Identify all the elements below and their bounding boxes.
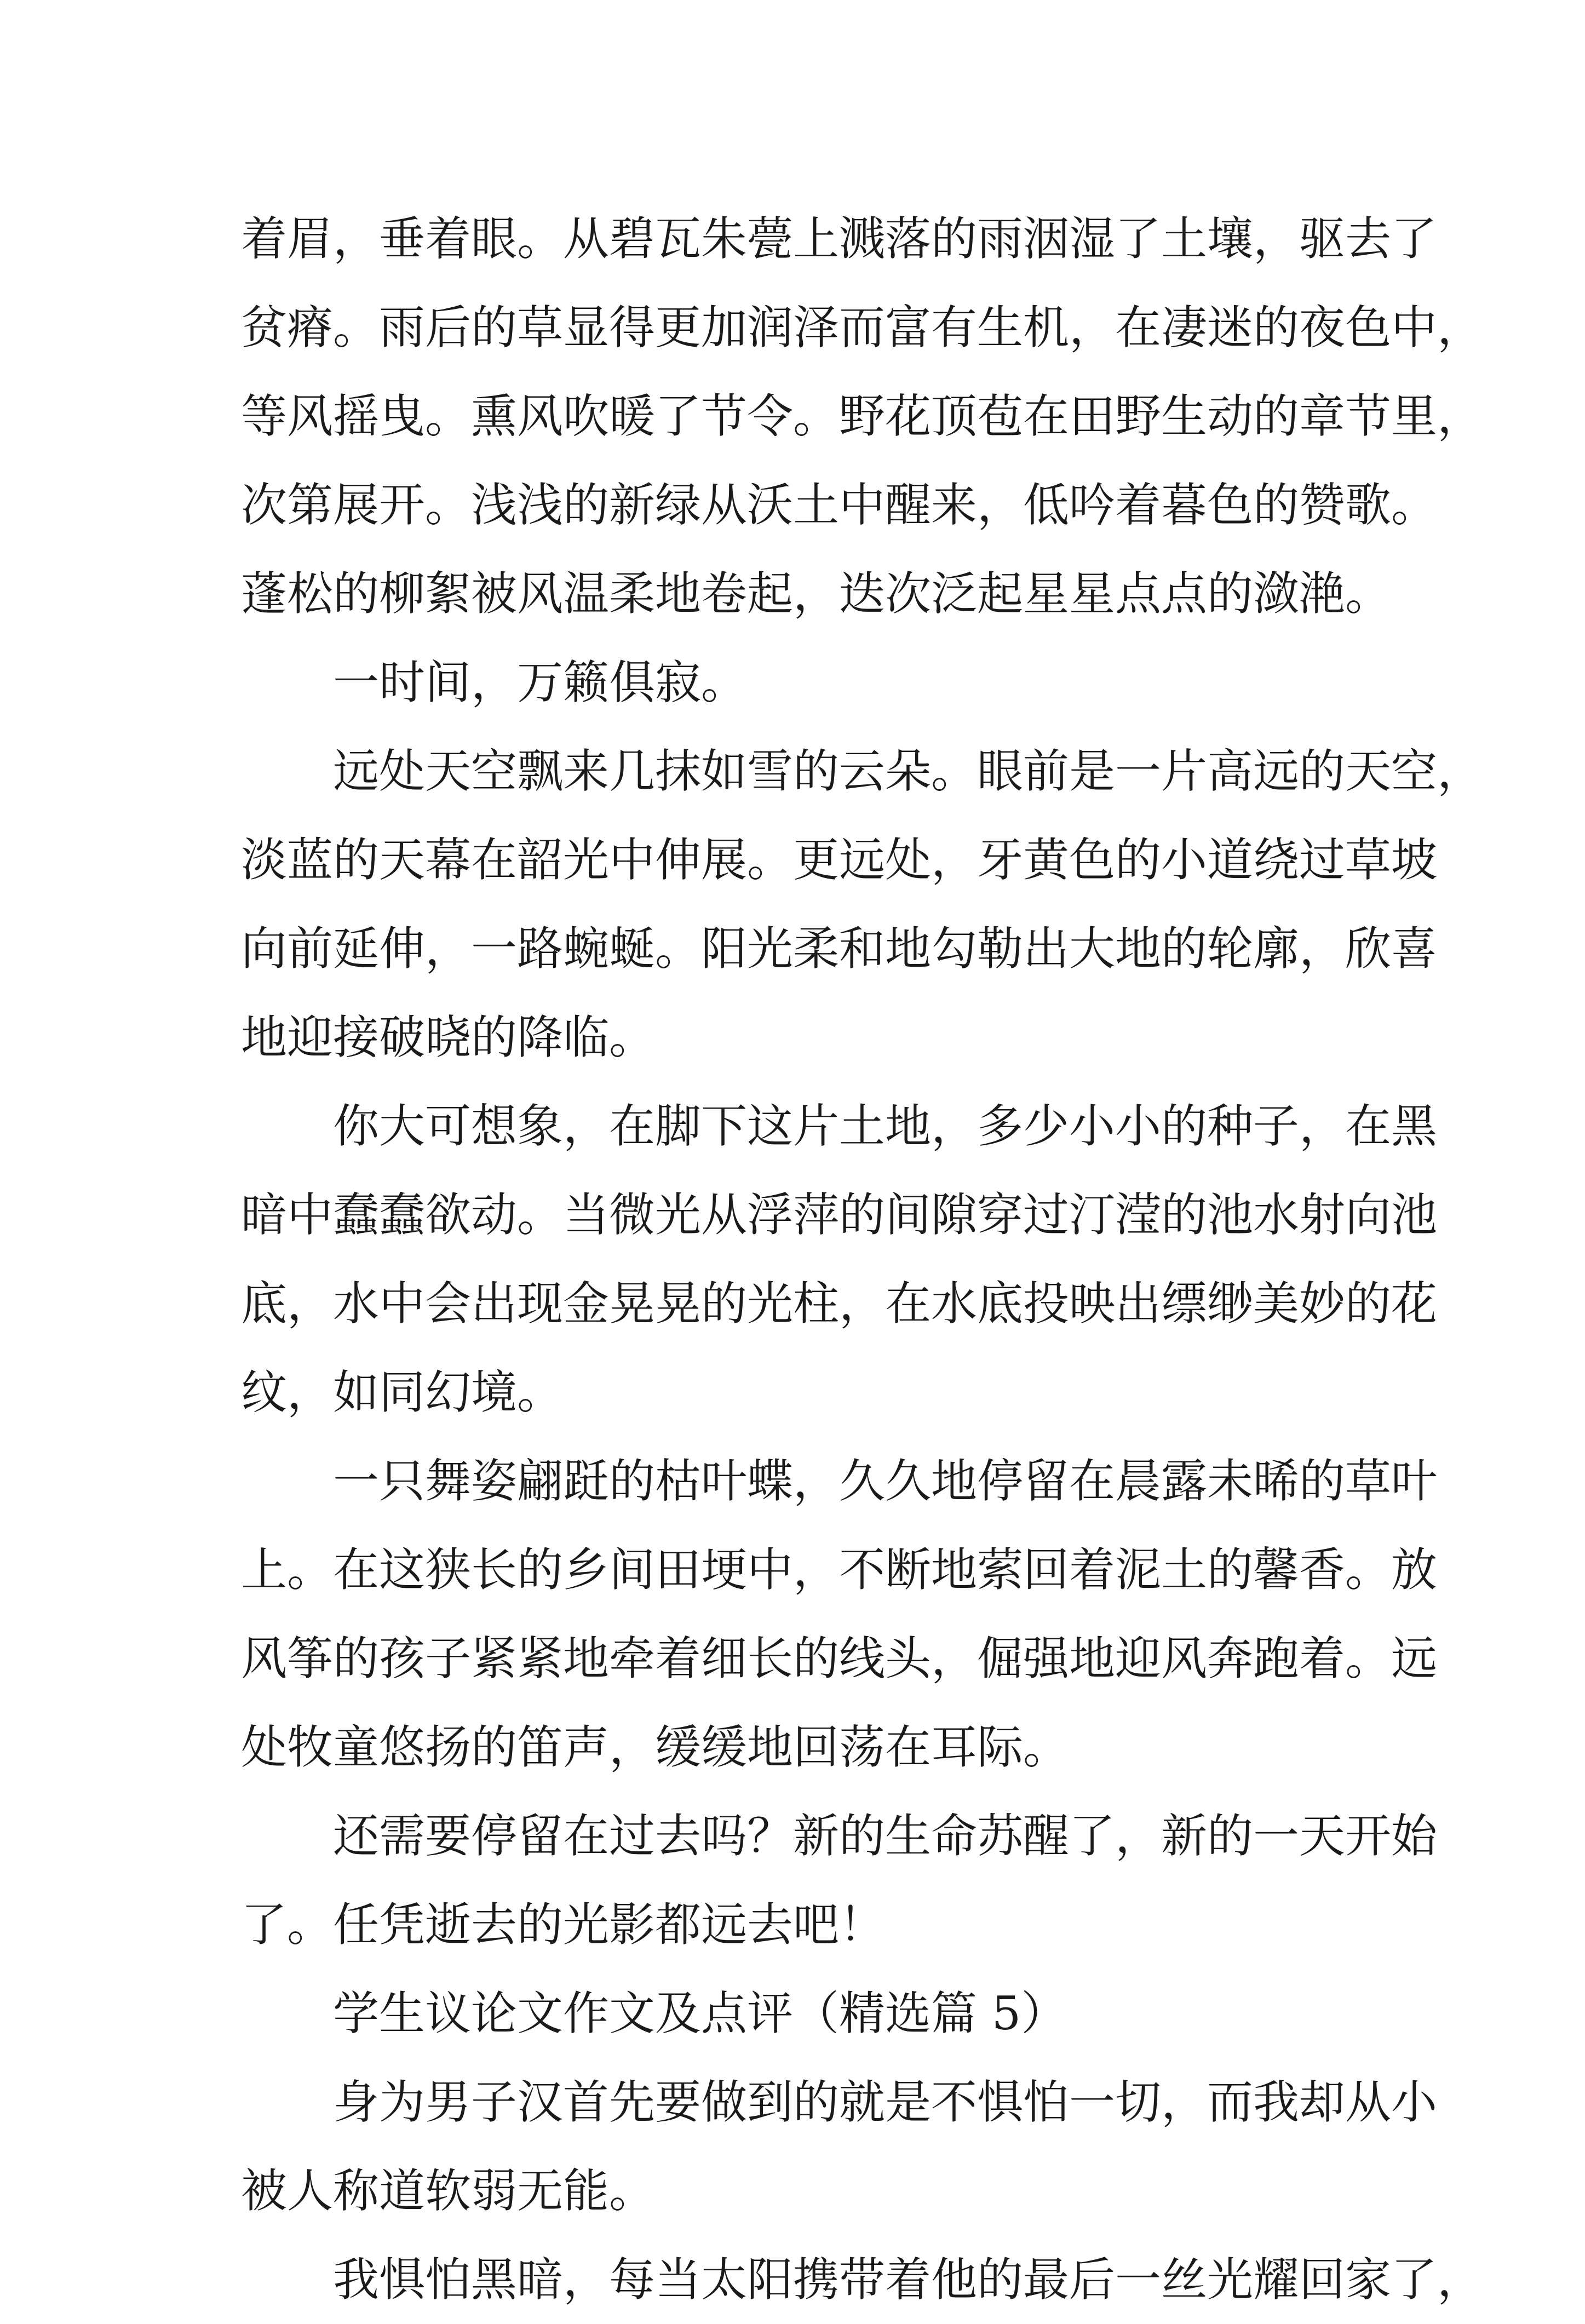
paragraph-first-line: 一只舞姿翩跹的枯叶蝶，久久地停留在晨露未晞的草叶	[333, 1454, 1438, 1508]
text-line: 暗中蠢蠢欲动。当微光从浮萍的间隙穿过汀滢的池水射向池	[241, 1188, 1438, 1242]
text-line: 等风摇曳。熏风吹暖了节令。野花顶苞在田野生动的章节里，	[241, 389, 1484, 443]
text-line: 风筝的孩子紧紧地牵着细长的线头，倔强地迎风奔跑着。远	[241, 1632, 1438, 1685]
text-line: 淡蓝的天幕在韶光中伸展。更远处，牙黄色的小道绕过草坡	[241, 833, 1438, 887]
text-line: 纹，如同幻境。	[241, 1365, 564, 1419]
paragraph-first-line: 一时间，万籁俱寂。	[333, 656, 748, 709]
text-line: 处牧童悠扬的笛声，缓缓地回荡在耳际。	[241, 1720, 1070, 1774]
text-line: 次第展开。浅浅的新绿从沃土中醒来，低吟着暮色的赞歌。	[241, 478, 1438, 532]
text-line: 了。任凭逝去的光影都远去吧！	[241, 1898, 886, 1952]
text-line: 向前延伸，一路蜿蜒。阳光柔和地勾勒出大地的轮廓，欣喜	[241, 922, 1438, 975]
text-line: 地迎接破晓的降临。	[241, 1011, 656, 1064]
text-line: 上。在这狭长的乡间田埂中，不断地萦回着泥土的馨香。放	[241, 1543, 1438, 1597]
section-heading: 学生议论文作文及点评（精选篇 5）	[333, 1987, 1067, 2040]
paragraph-first-line: 你大可想象，在脚下这片土地，多少小小的种子，在黑	[333, 1099, 1438, 1153]
text-line: 贫瘠。雨后的草显得更加润泽而富有生机，在凄迷的夜色中，	[241, 301, 1484, 354]
paragraph-first-line: 身为男子汉首先要做到的就是不惧怕一切，而我却从小	[333, 2075, 1438, 2129]
body-text	[241, 194, 1484, 2324]
paragraph-first-line: 还需要停留在过去吗？新的生命苏醒了，新的一天开始	[333, 1809, 1438, 1863]
paragraph-first-line: 远处天空飘来几抹如雪的云朵。眼前是一片高远的天空，	[333, 744, 1484, 798]
paragraph-first-line: 我惧怕黑暗，每当太阳携带着他的最后一丝光耀回家了，	[333, 2253, 1484, 2306]
text-line: 被人称道软弱无能。	[241, 2164, 656, 2218]
text-line: 蓬松的柳絮被风温柔地卷起，迭次泛起星星点点的潋滟。	[241, 567, 1392, 621]
text-line: 着眉，垂着眼。从碧瓦朱甍上溅落的雨洇湿了土壤，驱去了	[241, 212, 1438, 266]
text-line: 底，水中会出现金晃晃的光柱，在水底投映出缥缈美妙的花	[241, 1277, 1438, 1330]
